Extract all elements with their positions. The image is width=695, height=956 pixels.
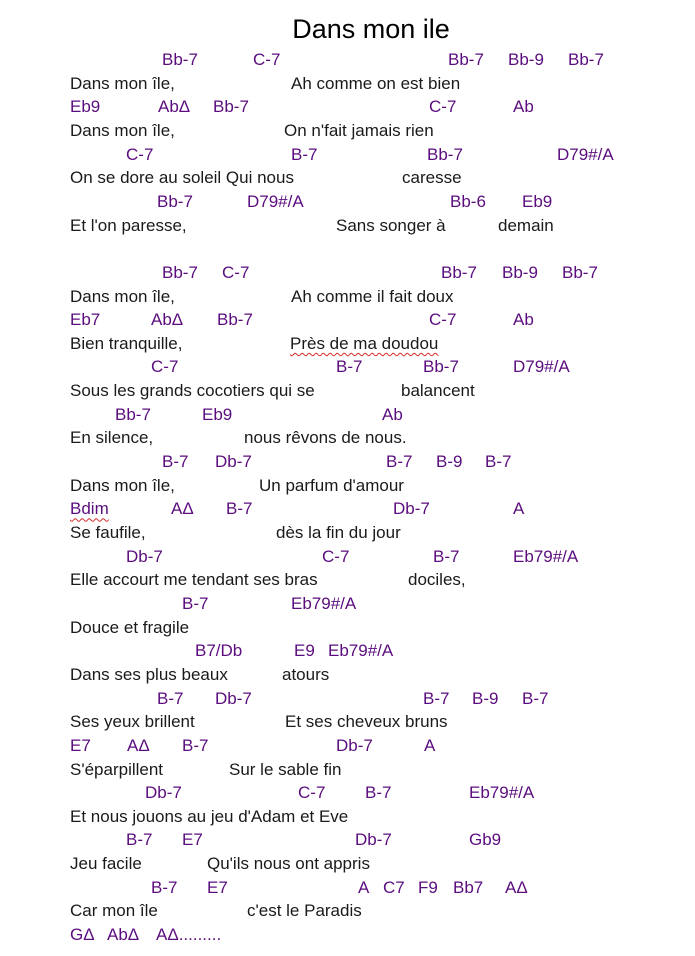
chord-symbol: Db-7 <box>145 783 182 803</box>
lyric-text: Dans mon île, <box>70 475 175 495</box>
chord-symbol: D79#/A <box>247 191 304 211</box>
chord-symbol: Eb79#/A <box>469 783 535 803</box>
chord-symbol: AΔ......... <box>156 925 222 945</box>
chord-symbol: C7 <box>383 877 405 897</box>
chord-symbol: Eb79#/A <box>513 546 579 566</box>
chord-symbol: AbΔ <box>158 97 191 117</box>
lyric-text: Qu'ils nous ont appris <box>207 854 370 874</box>
lyric-text: Sous les grands cocotiers qui se <box>70 381 315 401</box>
chord-symbol: Bb-9 <box>502 262 538 282</box>
chord-symbol: Bb7 <box>453 877 484 897</box>
chord-symbol: Bb-7 <box>115 404 151 424</box>
chord-symbol: B-7 <box>365 783 392 803</box>
lyric-text: Et l'on paresse, <box>70 215 187 235</box>
chord-symbol: B-9 <box>472 688 499 708</box>
chord-symbol: B-7 <box>291 144 318 164</box>
chord-symbol: B-7 <box>386 452 413 472</box>
chord-symbol: Bb-6 <box>450 191 486 211</box>
chord-symbol: Eb9 <box>70 97 101 117</box>
lyric-text: Dans mon île, <box>70 73 175 93</box>
chord-symbol: B-7 <box>182 593 209 613</box>
chord-symbol: Bb-9 <box>508 50 544 69</box>
lyric-text: dès la fin du jour <box>276 523 401 542</box>
chord-symbol: Db-7 <box>126 546 163 566</box>
lyric-text: Sur le sable fin <box>229 759 342 779</box>
chord-symbol: Eb79#/A <box>328 641 394 661</box>
lyric-text: Ah comme il fait doux <box>291 286 454 306</box>
chord-symbol: E7 <box>182 830 203 850</box>
chord-symbol: B-7 <box>157 688 184 708</box>
chord-symbol: Eb9 <box>202 404 233 424</box>
chord-symbol: D79#/A <box>513 357 570 377</box>
chord-symbol: Db-7 <box>215 688 252 708</box>
chord-symbol: B-7 <box>423 688 450 708</box>
lyric-text: On se dore au soleil Qui nous <box>70 168 294 188</box>
chord-symbol: E9 <box>294 641 315 661</box>
chord-symbol: B-7 <box>226 499 253 519</box>
chord-symbol: B-7 <box>162 452 189 472</box>
chord-symbol: B-9 <box>436 452 463 472</box>
chord-symbol: C-7 <box>222 262 250 282</box>
chord-symbol: B-7 <box>485 452 512 472</box>
chord-symbol: A <box>358 877 370 897</box>
chord-symbol: C-7 <box>429 97 457 117</box>
chord-symbol: Db-7 <box>393 499 430 519</box>
chord-symbol: Gb9 <box>469 830 502 850</box>
chord-symbol: Bb-7 <box>427 144 463 164</box>
lyric-text: Et ses cheveux bruns <box>285 712 448 732</box>
chord-symbol: C-7 <box>151 357 179 377</box>
chord-symbol: Eb9 <box>522 191 553 211</box>
chord-symbol: C-7 <box>126 144 154 164</box>
chord-symbol: AΔ <box>171 499 194 519</box>
chord-symbol: Bb-7 <box>448 50 484 69</box>
lyric-text: Jeu facile <box>70 854 142 874</box>
lyric-text: atours <box>282 664 330 684</box>
lyric-text: Dans mon île, <box>70 120 175 140</box>
chord-symbol: C-7 <box>253 50 281 69</box>
lyric-text: S'éparpillent <box>70 759 164 779</box>
song-title: Dans mon ile <box>292 14 450 44</box>
chord-symbol: AbΔ <box>151 310 184 330</box>
chord-symbol: Db-7 <box>355 830 392 850</box>
chord-symbol: AΔ <box>127 735 150 755</box>
chord-symbol: Db-7 <box>215 452 252 472</box>
lyric-text: Et nous jouons au jeu d'Adam et Eve <box>70 806 349 826</box>
chord-symbol: B-7 <box>151 877 178 897</box>
chord-symbol: E7 <box>70 735 91 755</box>
chord-symbol: Bb-7 <box>423 357 459 377</box>
lyric-text: c'est le Paradis <box>247 901 362 921</box>
chord-symbol: B-7 <box>433 546 460 566</box>
chord-symbol: Bb-7 <box>162 50 198 69</box>
chord-symbol: C-7 <box>322 546 350 566</box>
lyric-text: Ah comme on est bien <box>291 73 461 93</box>
lyric-text: balancent <box>401 381 475 401</box>
chord-symbol: AΔ <box>505 877 528 897</box>
chord-symbol: AbΔ <box>107 925 140 945</box>
chord-symbol: Bb-7 <box>441 262 477 282</box>
lyric-text: Dans ses plus beaux <box>70 664 228 684</box>
chord-symbol: B-7 <box>182 735 209 755</box>
lyric-text: On n'fait jamais rien <box>284 120 434 140</box>
chord-symbol: Bb-7 <box>213 97 249 117</box>
chord-symbol: Ab <box>513 310 534 330</box>
lyric-text: Près de ma doudou <box>290 333 439 353</box>
chord-symbol: Eb79#/A <box>291 593 357 613</box>
chord-symbol: C-7 <box>429 310 457 330</box>
chord-symbol: Bb-7 <box>562 262 598 282</box>
lyric-text: Car mon île <box>70 901 158 921</box>
lyric-text: En silence, <box>70 428 154 448</box>
lyric-text: Bien tranquille, <box>70 333 183 353</box>
chord-symbol: B-7 <box>126 830 153 850</box>
chord-symbol: A <box>513 499 525 519</box>
chord-symbol: C-7 <box>298 783 326 803</box>
chord-symbol: Db-7 <box>336 735 373 755</box>
chord-symbol: B-7 <box>522 688 549 708</box>
lyric-text: demain <box>498 215 554 235</box>
lyric-text: Ses yeux brillent <box>70 712 195 732</box>
chord-symbol: A <box>424 735 436 755</box>
chord-symbol: B7/Db <box>195 641 243 661</box>
lyric-text: Se faufile, <box>70 523 146 542</box>
chord-symbol: Bdim <box>70 499 109 519</box>
chord-symbol: Bb-7 <box>157 191 193 211</box>
chord-symbol: E7 <box>207 877 228 897</box>
chord-symbol: Ab <box>513 97 534 117</box>
lyric-text: Un parfum d'amour <box>259 475 404 495</box>
chord-symbol: GΔ <box>70 925 95 945</box>
chord-symbol: Ab <box>382 404 403 424</box>
lyric-text: Dans mon île, <box>70 286 175 306</box>
chord-symbol: Bb-7 <box>568 50 604 69</box>
lyric-text: caresse <box>402 168 462 188</box>
lyric-text: Sans songer à <box>336 215 446 235</box>
chord-symbol: B-7 <box>336 357 363 377</box>
chord-symbol: F9 <box>418 877 438 897</box>
lyric-text: Douce et fragile <box>70 617 190 637</box>
chord-symbol: Bb-7 <box>162 262 198 282</box>
lyric-text: nous rêvons de nous. <box>244 428 407 448</box>
chord-symbol: Eb7 <box>70 310 101 330</box>
chord-symbol: Bb-7 <box>217 310 253 330</box>
lyric-text: Elle accourt me tendant ses bras <box>70 570 318 590</box>
lyric-text: dociles, <box>408 570 466 590</box>
chord-symbol: D79#/A <box>557 144 614 164</box>
